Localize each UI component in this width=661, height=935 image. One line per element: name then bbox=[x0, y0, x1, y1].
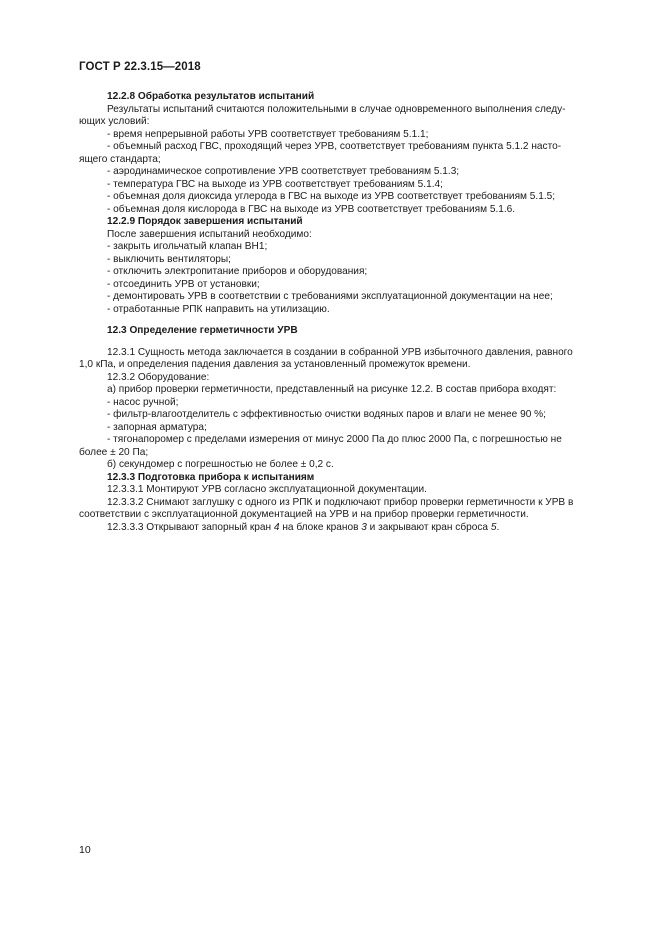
list-item: - объемный расход ГВС, проходящий через УРВ, соответствует требованиям пункта 5.1.2 насто- bbox=[107, 141, 562, 152]
list-item: - демонтировать УРВ в соответствии с требованиями эксплуатационной документации на нее; bbox=[107, 291, 553, 302]
paragraph-line: 12.3.3.2 Снимают заглушку с одного из РПК и подключают прибор проверки герметичности к УРВ в bbox=[107, 496, 574, 508]
paragraph-line: 1,0 кПа, и определения падения давления за установленный промежуток времени. bbox=[79, 359, 471, 370]
list-item: - отсоединить УРВ от установки; bbox=[107, 278, 260, 290]
list-item: - фильтр-влагоотделитель с эффективностью очистки водяных паров и влаги не менее 90 %; bbox=[107, 409, 546, 420]
page-number: 10 bbox=[79, 844, 91, 856]
list-item: - запорная арматура; bbox=[107, 421, 207, 433]
text-run: 12.3.3.3 Открывают запорный кран bbox=[107, 521, 274, 533]
list-item: - объемная доля диоксида углерода в ГВС на выходе из УРВ соответствует требованиям 5.1.5; bbox=[107, 191, 556, 202]
section-heading-12-3: 12.3 Определение герметичности УРВ bbox=[107, 325, 298, 336]
paragraph-line: ющих условий: bbox=[79, 116, 150, 127]
page-body bbox=[79, 91, 615, 534]
list-item: - выключить вентиляторы; bbox=[107, 253, 231, 265]
document-header: ГОСТ Р 22.3.15—2018 bbox=[79, 61, 201, 73]
item-number: 3 bbox=[361, 521, 367, 533]
list-item: - аэродинамическое сопротивление УРВ соответствует требованиям 5.1.3; bbox=[107, 166, 460, 177]
paragraph-line: Результаты испытаний считаются положительными в случае одновременного выполнения следу- bbox=[107, 103, 566, 115]
paragraph-line: соответствии с эксплуатационной документацией на УРВ и на прибор проверки герметичности. bbox=[79, 509, 529, 520]
list-item-continuation: более ± 20 Па; bbox=[79, 446, 149, 458]
list-item: - температура ГВС на выходе из УРВ соответствует требованиям 5.1.4; bbox=[107, 178, 443, 190]
paragraph-line: б) секундомер с погрешностью не более ± 0,2 с. bbox=[107, 459, 334, 470]
section-heading-12-2-8: 12.2.8 Обработка результатов испытаний bbox=[107, 91, 315, 102]
list-item: - время непрерывной работы УРВ соответствует требованиям 5.1.1; bbox=[107, 128, 429, 140]
paragraph-line: 12.3.3.1 Монтируют УРВ согласно эксплуатационной документации. bbox=[107, 484, 427, 495]
list-item-continuation: ящего стандарта; bbox=[79, 153, 161, 165]
paragraph-line: а) прибор проверки герметичности, представленный на рисунке 12.2. В состав прибора входят: bbox=[107, 384, 557, 395]
section-heading-12-3-3: 12.3.3 Подготовка прибора к испытаниям bbox=[107, 471, 315, 483]
paragraph-line bbox=[79, 522, 615, 535]
list-item: - насос ручной; bbox=[107, 396, 179, 408]
list-item: - отработанные РПК направить на утилизацию. bbox=[107, 303, 330, 315]
list-item: - тягонапоромер с пределами измерения от минус 2000 Па до плюс 2000 Па, с погрешностью не bbox=[107, 434, 562, 445]
paragraph-line: 12.3.2 Оборудование: bbox=[107, 371, 210, 383]
list-item: - объемная доля кислорода в ГВС на выходе из УРВ соответствует требованиям 5.1.6. bbox=[107, 203, 516, 215]
list-item: - закрыть игольчатый клапан ВН1; bbox=[107, 241, 268, 252]
item-number: 4 bbox=[273, 521, 280, 533]
list-item: - отключить электропитание приборов и оборудования; bbox=[107, 266, 368, 277]
paragraph-line: После завершения испытаний необходимо: bbox=[107, 228, 312, 240]
text-run: на блоке кранов bbox=[279, 521, 362, 533]
text-run: . bbox=[496, 521, 500, 533]
item-number: 5 bbox=[490, 521, 497, 533]
paragraph-line: 12.3.1 Сущность метода заключается в создании в собранной УРВ избыточного давления, равного bbox=[107, 346, 573, 358]
text-run: и закрывают кран сброса bbox=[366, 521, 491, 533]
section-heading-12-2-9: 12.2.9 Порядок завершения испытаний bbox=[107, 216, 303, 227]
